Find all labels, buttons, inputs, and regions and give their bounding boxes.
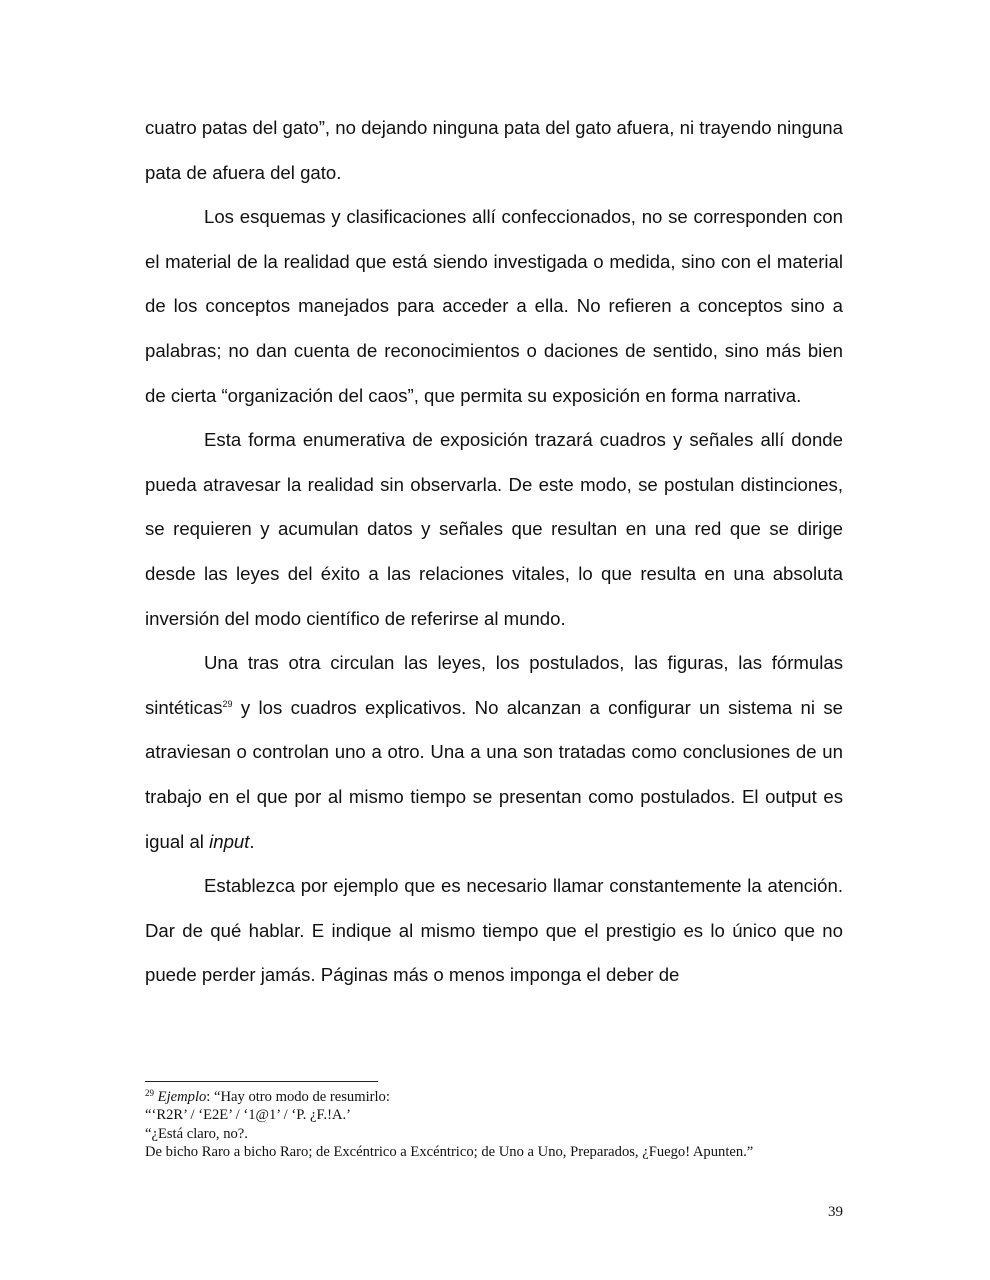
paragraph: Los esquemas y clasificaciones allí confeccionados, no se corresponden con el material de la realidad que está siendo investigada o medida, sino con el material de los conceptos manejados para acceder a ella. No refieren a conceptos sino a palabras; no dan cuenta de reconocimientos o daciones de sentido, sino más bien de cierta “organización del caos”, que permita su exposición en forma narrativa.: [145, 206, 843, 406]
paragraph-text: y los cuadros explicativos. No alcanzan a configurar un sistema ni se atraviesan o controlan uno a otro. Una a una son tratadas como conclusiones de un trabajo en el que por al mismo tiempo se presentan como postulados. El output es igual al: [145, 696, 843, 852]
footnote: [145, 1088, 865, 1162]
footnote-line: “¿Está claro, no?.: [145, 1125, 248, 1142]
paragraph-continuation: cuatro patas del gato”, no dejando ninguna pata del gato afuera, ni trayendo ninguna pata de afuera del gato.: [145, 117, 843, 183]
footnote-reference[interactable]: 29: [222, 698, 233, 709]
paragraph: [145, 641, 843, 864]
footnote-line: “‘R2R’ / ‘E2E’ / ‘1@1’ / ‘P. ¿F.!A.’: [145, 1107, 351, 1124]
footnote-line: De bicho Raro a bicho Raro; de Excéntrico a Excéntrico; de Uno a Uno, Preparados, ¿Fuego! Apunten.”: [145, 1144, 754, 1161]
footnote-line: [145, 1088, 865, 1106]
paragraph-text: .: [249, 830, 255, 852]
italic-term: input: [209, 830, 250, 852]
footnote-number: 29: [145, 1088, 154, 1098]
paragraph: Establezca por ejemplo que es necesario llamar constantemente la atención. Dar de qué hablar. E indique al mismo tiempo que el prestigio es lo único que no puede perder jamás. Páginas más o menos imponga el deber de: [145, 875, 843, 986]
footnote-label: Ejemplo: [157, 1089, 207, 1105]
page-number: 39: [828, 1204, 843, 1220]
footnote-separator: [145, 1081, 378, 1082]
body-text: [145, 106, 843, 998]
paragraph-text: Una tras otra circulan las leyes, los postulados, las figuras, las fórmulas sintéticas: [145, 652, 843, 718]
footnote-text: : “Hay otro modo de resumirlo:: [206, 1089, 390, 1105]
paragraph: Esta forma enumerativa de exposición trazará cuadros y señales allí donde pueda atravesar la realidad sin observarla. De este modo, se postulan distinciones, se requieren y acumulan datos y señales que resultan en una red que se dirige desde las leyes del éxito a las relaciones vitales, lo que resulta en una absoluta inversión del modo científico de referirse al mundo.: [145, 429, 843, 629]
